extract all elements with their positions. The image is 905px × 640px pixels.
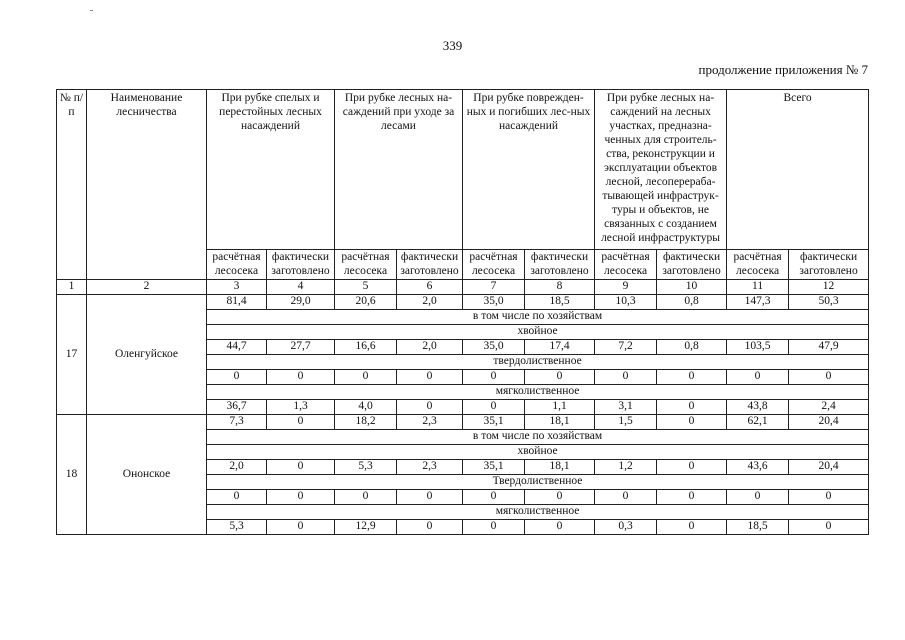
column-number: 4 (267, 280, 335, 295)
column-number: 8 (525, 280, 595, 295)
category-label: в том числе по хозяйствам (207, 430, 869, 445)
column-number: 9 (595, 280, 657, 295)
category-label: твердолиственное (207, 355, 869, 370)
table-cell: 7,2 (595, 340, 657, 355)
table-cell: 0 (207, 490, 267, 505)
forestry-number: 18 (57, 415, 87, 535)
header-calc-felling: расчётная лесосека (463, 250, 525, 280)
table-cell: 0 (657, 460, 727, 475)
header-calc-felling: расчётная лесосека (595, 250, 657, 280)
table-cell: 1,5 (595, 415, 657, 430)
table-cell: 0,8 (657, 295, 727, 310)
table-cell: 0 (789, 520, 869, 535)
table-cell: 0 (727, 490, 789, 505)
table-cell: 0 (335, 370, 397, 385)
category-label: мягколиственное (207, 385, 869, 400)
table-cell: 0 (397, 400, 463, 415)
table-cell: 0,8 (657, 340, 727, 355)
table-cell: 0 (525, 370, 595, 385)
column-number: 1 (57, 280, 87, 295)
table-cell: 0,3 (595, 520, 657, 535)
header-forestry-name: Наименование лесничества (87, 90, 207, 280)
table-cell: 44,7 (207, 340, 267, 355)
header-actual-harvested: фактически заготовлено (397, 250, 463, 280)
column-number: 11 (727, 280, 789, 295)
table-cell: 0 (657, 400, 727, 415)
table-cell: 0 (267, 490, 335, 505)
table-cell: 0 (657, 415, 727, 430)
table-cell: 0 (595, 370, 657, 385)
category-label: мягколиственное (207, 505, 869, 520)
table-cell: 18,5 (525, 295, 595, 310)
category-label: хвойное (207, 445, 869, 460)
forest-harvest-table (56, 89, 869, 535)
table-cell: 3,1 (595, 400, 657, 415)
table-cell: 29,0 (267, 295, 335, 310)
table-cell: 18,1 (525, 460, 595, 475)
table-cell: 2,0 (397, 295, 463, 310)
header-actual-harvested: фактически заготовлено (657, 250, 727, 280)
table-cell: 20,4 (789, 415, 869, 430)
table-cell: 36,7 (207, 400, 267, 415)
table-cell: 17,4 (525, 340, 595, 355)
table-cell: 103,5 (727, 340, 789, 355)
table-cell: 20,4 (789, 460, 869, 475)
table-cell: 12,9 (335, 520, 397, 535)
column-number: 3 (207, 280, 267, 295)
category-label: в том числе по хозяйствам (207, 310, 869, 325)
table-cell: 5,3 (335, 460, 397, 475)
table-cell: 62,1 (727, 415, 789, 430)
table-cell: 27,7 (267, 340, 335, 355)
scan-speck (90, 10, 93, 11)
header-calc-felling: расчётная лесосека (727, 250, 789, 280)
table-cell: 2,0 (397, 340, 463, 355)
header-group-damaged: При рубке поврежден-ных и погибших лес-ных насаждений (463, 90, 595, 250)
table-cell: 0 (267, 520, 335, 535)
continuation-label: продолжение приложения № 7 (698, 62, 868, 77)
column-number: 2 (87, 280, 207, 295)
table-cell: 18,1 (525, 415, 595, 430)
table-cell: 2,0 (207, 460, 267, 475)
table-cell: 10,3 (595, 295, 657, 310)
forestry-name: Ононское (87, 415, 207, 535)
row-total (57, 295, 869, 310)
header-actual-harvested: фактически заготовлено (267, 250, 335, 280)
table-cell: 0 (397, 370, 463, 385)
table-cell: 35,1 (463, 460, 525, 475)
header-group-care: При рубке лесных на-саждений при уходе за лесами (335, 90, 463, 250)
header-calc-felling: расчётная лесосека (335, 250, 397, 280)
table-cell: 0 (657, 490, 727, 505)
category-label: хвойное (207, 325, 869, 340)
category-label: Твердолиственное (207, 475, 869, 490)
table-cell: 1,2 (595, 460, 657, 475)
table-cell: 0 (463, 400, 525, 415)
column-number: 6 (397, 280, 463, 295)
table-cell: 43,8 (727, 400, 789, 415)
table-cell: 0 (789, 490, 869, 505)
table-cell: 0 (463, 490, 525, 505)
table-cell: 47,9 (789, 340, 869, 355)
page-number: 339 (442, 38, 463, 53)
table-cell: 81,4 (207, 295, 267, 310)
table-cell: 35,0 (463, 340, 525, 355)
table-cell: 0 (595, 490, 657, 505)
column-number: 12 (789, 280, 869, 295)
column-number: 7 (463, 280, 525, 295)
table-cell: 0 (789, 370, 869, 385)
column-number: 5 (335, 280, 397, 295)
column-number: 10 (657, 280, 727, 295)
table-cell: 1,1 (525, 400, 595, 415)
table-cell: 0 (727, 370, 789, 385)
table-cell: 5,3 (207, 520, 267, 535)
table-cell: 2,4 (789, 400, 869, 415)
table-cell: 35,1 (463, 415, 525, 430)
table-cell: 0 (463, 370, 525, 385)
header-group-infrastructure: При рубке лесных на-саждений на лесных участках, предназна-ченных для строитель-ства, реконструкции и эксплуатации объектов лесной, лесоперераба-тывающей инфраструк-туры и объектов, не связанных с созданием лесной инфраструктуры (595, 90, 727, 250)
table-cell: 16,6 (335, 340, 397, 355)
header-group-total: Всего (727, 90, 869, 250)
table-cell: 0 (657, 520, 727, 535)
table-cell: 4,0 (335, 400, 397, 415)
table-cell: 0 (657, 370, 727, 385)
table-cell: 7,3 (207, 415, 267, 430)
table-cell: 2,3 (397, 460, 463, 475)
table-cell: 147,3 (727, 295, 789, 310)
header-calc-felling: расчётная лесосека (207, 250, 267, 280)
table-cell: 0 (397, 490, 463, 505)
forestry-name: Оленгуйское (87, 295, 207, 415)
table-cell: 0 (207, 370, 267, 385)
table-cell: 1,3 (267, 400, 335, 415)
table-cell: 35,0 (463, 295, 525, 310)
table-cell: 0 (267, 370, 335, 385)
table-cell: 0 (267, 415, 335, 430)
table-cell: 20,6 (335, 295, 397, 310)
table-cell: 43,6 (727, 460, 789, 475)
header-group-mature: При рубке спелых и перестойных лесных насаждений (207, 90, 335, 250)
table-cell: 50,3 (789, 295, 869, 310)
table-cell: 0 (525, 490, 595, 505)
table-cell: 0 (463, 520, 525, 535)
table-cell: 0 (525, 520, 595, 535)
table-cell: 0 (267, 460, 335, 475)
header-actual-harvested: фактически заготовлено (789, 250, 869, 280)
header-num: № п/п (57, 90, 87, 280)
forestry-number: 17 (57, 295, 87, 415)
table-cell: 0 (397, 520, 463, 535)
table-cell: 0 (335, 490, 397, 505)
row-total (57, 415, 869, 430)
table-cell: 18,2 (335, 415, 397, 430)
table-cell: 18,5 (727, 520, 789, 535)
table-cell: 2,3 (397, 415, 463, 430)
header-actual-harvested: фактически заготовлено (525, 250, 595, 280)
